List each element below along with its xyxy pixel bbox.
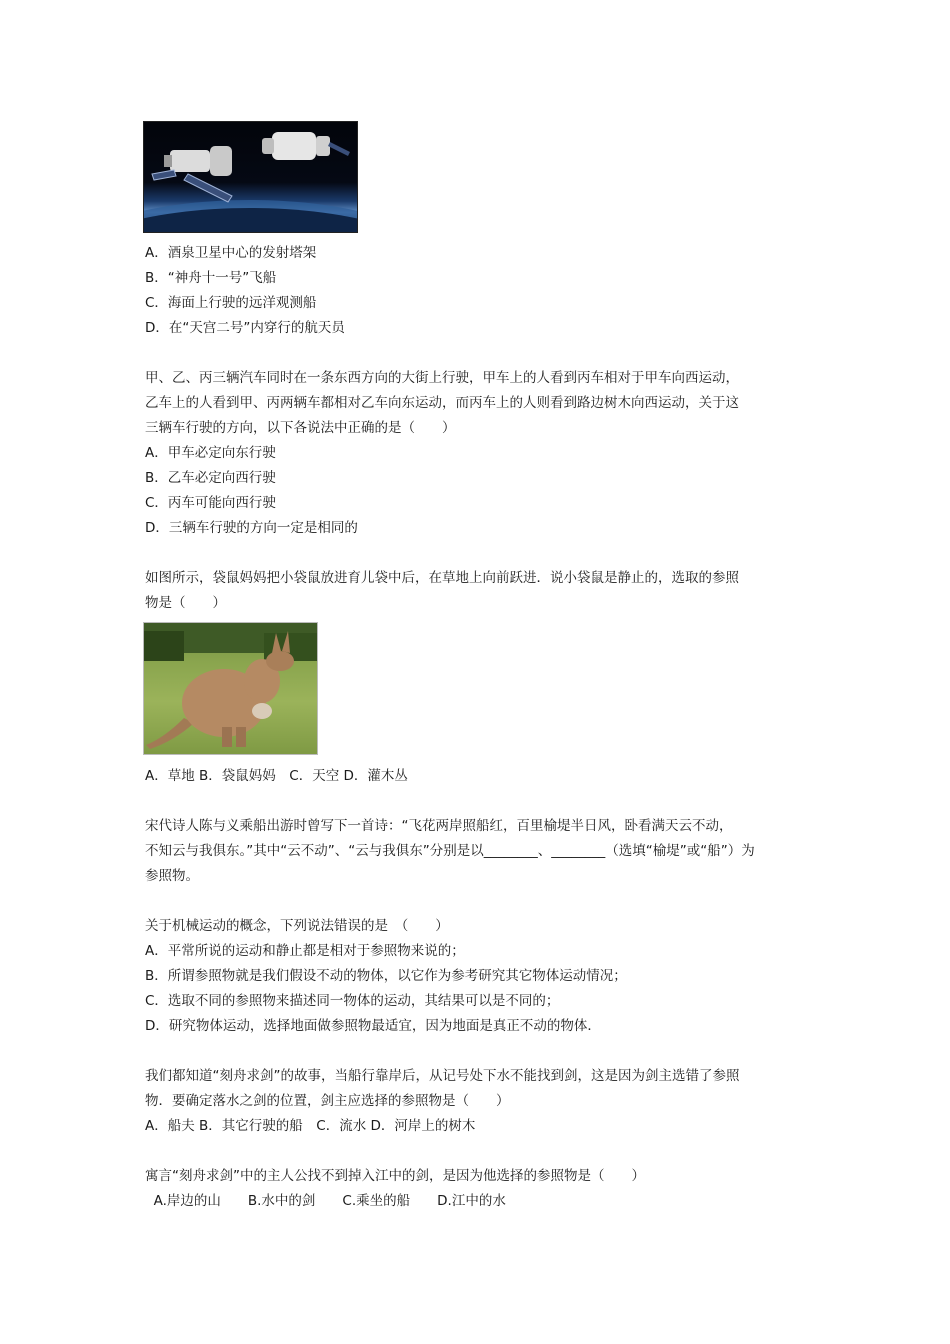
q6-options: A．船夫 B．其它行驶的船 C．流水 D．河岸上的树木: [145, 1118, 476, 1134]
q2-stem-line3: 三辆车行驶的方向，以下各说法中正确的是（ ）: [145, 420, 456, 436]
spacecraft-illustration: [144, 122, 357, 232]
q2-option-c: C．丙车可能向西行驶: [145, 495, 276, 511]
kangaroo-illustration: [144, 623, 317, 754]
q3-stem-line1: 如图所示，袋鼠妈妈把小袋鼠放进育儿袋中后，在草地上向前跃进．说小袋鼠是静止的，选取的参照: [145, 570, 739, 586]
q6-stem-line1: 我们都知道“刻舟求剑”的故事，当船行靠岸后，从记号处下水不能找到剑，这是因为剑主选错了参照: [145, 1068, 740, 1084]
q4-stem-line2: 不知云与我俱东。”其中“云不动”、“云与我俱东”分别是以________、________（选填“榆堤”或“船”）为: [145, 843, 755, 859]
kangaroo-photo: [143, 622, 318, 755]
q6-stem-line2: 物．要确定落水之剑的位置，剑主应选择的参照物是（ ）: [145, 1093, 510, 1109]
q4-stem-line1: 宋代诗人陈与义乘船出游时曾写下一首诗：“飞花两岸照船红，百里榆堤半日风，卧看满天云不动，: [145, 818, 733, 834]
q5-option-c: C．选取不同的参照物来描述同一物体的运动，其结果可以是不同的；: [145, 993, 560, 1009]
q5-option-b: B．所谓参照物就是我们假设不动的物体，以它作为参考研究其它物体运动情况；: [145, 968, 627, 984]
q5-stem: 关于机械运动的概念，下列说法错误的是 （ ）: [145, 918, 449, 934]
q1-option-a: A．酒泉卫星中心的发射塔架: [145, 245, 317, 261]
q1-option-c: C．海面上行驶的远洋观测船: [145, 295, 317, 311]
q3-stem-line2: 物是（ ）: [145, 595, 226, 611]
spacecraft-docking-image: [143, 121, 358, 233]
q3-options: A．草地 B．袋鼠妈妈 C．天空 D．灌木丛: [145, 768, 408, 784]
q2-option-d: D．三辆车行驶的方向一定是相同的: [145, 520, 358, 536]
q2-option-a: A．甲车必定向东行驶: [145, 445, 276, 461]
q1-option-b: B．“神舟十一号”飞船: [145, 270, 277, 286]
q2-stem-line2: 乙车上的人看到甲、丙两辆车都相对乙车向东运动，而丙车上的人则看到路边树木向西运动，关于这: [145, 395, 739, 411]
q7-options: A.岸边的山 B.水中的剑 C.乘坐的船 D.江中的水: [145, 1193, 506, 1209]
q7-stem: 寓言“刻舟求剑”中的主人公找不到掉入江中的剑，是因为他选择的参照物是（ ）: [145, 1168, 645, 1184]
q1-option-d: D．在“天宫二号”内穿行的航天员: [145, 320, 345, 336]
q5-option-d: D．研究物体运动，选择地面做参照物最适宜，因为地面是真正不动的物体．: [145, 1018, 601, 1034]
q2-option-b: B．乙车必定向西行驶: [145, 470, 276, 486]
q2-stem-line1: 甲、乙、丙三辆汽车同时在一条东西方向的大街上行驶，甲车上的人看到丙车相对于甲车向西运动，: [145, 370, 739, 386]
q5-option-a: A．平常所说的运动和静止都是相对于参照物来说的；: [145, 943, 465, 959]
q4-stem-line3: 参照物。: [145, 868, 199, 884]
